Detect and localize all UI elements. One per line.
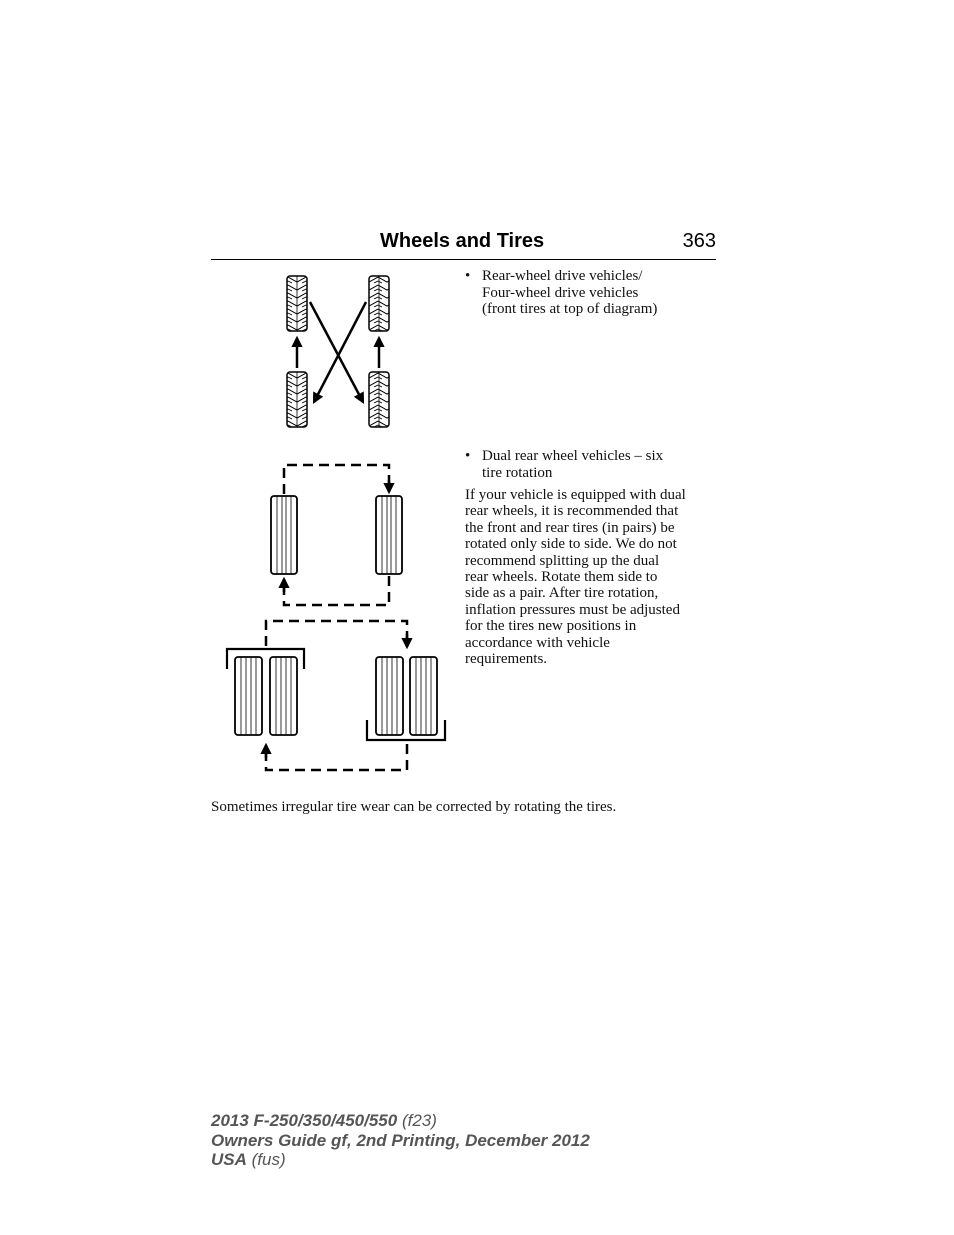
page-footer bbox=[211, 1111, 590, 1170]
front-right-tire bbox=[376, 496, 402, 574]
footer-line-3 bbox=[211, 1150, 590, 1170]
bullet-mark: • bbox=[465, 268, 471, 284]
footer-line-2 bbox=[211, 1131, 590, 1151]
tire-front-right bbox=[369, 276, 389, 331]
bullet-dual-rear-wheel bbox=[465, 448, 717, 481]
page-number: 363 bbox=[682, 230, 716, 252]
footer-market-code: (fus) bbox=[246, 1150, 286, 1169]
arrow-front-left-to-rear-right bbox=[310, 302, 363, 402]
bullet-mark: • bbox=[465, 448, 471, 464]
four-tire-rotation-diagram bbox=[270, 268, 410, 433]
rear-rotation-path-top bbox=[266, 621, 407, 646]
dual-rear-wheel-paragraph: If your vehicle is equipped with dual rear wheels, it is recommended that the front and rear tires (in pairs) be rotated only side to side. We do not recommend splitting up the dual rear wheels. Rotate them side to side as a pair. After tire rotation, inflation pressures must be adjusted for the tires new positions in accordance with vehicle requirements. bbox=[465, 487, 686, 668]
rear-rotation-path-bottom bbox=[266, 744, 407, 770]
arrow-front-right-to-rear-left bbox=[314, 302, 366, 402]
bullet-text: Rear-wheel drive vehicles/ Four-wheel drive vehicles (front tires at top of diagram) bbox=[482, 268, 658, 317]
page-header bbox=[211, 229, 716, 260]
six-tire-rotation-diagram bbox=[220, 458, 452, 776]
rear-left-dual-tires bbox=[227, 649, 304, 735]
footer-guide: Owners Guide gf, 2nd Printing, December 2012 bbox=[211, 1130, 590, 1150]
footer-line-1 bbox=[211, 1111, 590, 1131]
bullet-rear-wheel-drive bbox=[465, 268, 717, 318]
front-left-tire bbox=[271, 496, 297, 574]
footer-market: USA bbox=[211, 1150, 247, 1169]
section-title: Wheels and Tires bbox=[380, 230, 545, 252]
footer-model: 2013 F-250/350/450/550 bbox=[211, 1111, 398, 1130]
tire-front-left bbox=[287, 276, 307, 331]
front-rotation-path-bottom bbox=[284, 576, 389, 605]
tire-rear-right bbox=[369, 372, 389, 427]
front-rotation-path-top bbox=[284, 465, 389, 494]
tire-rear-left bbox=[287, 372, 307, 427]
bullet-text: Dual rear wheel vehicles – six tire rotation bbox=[482, 448, 664, 481]
rear-right-dual-tires bbox=[367, 657, 445, 740]
rotation-note: Sometimes irregular tire wear can be corrected by rotating the tires. bbox=[211, 799, 617, 815]
footer-model-code: (f23) bbox=[397, 1111, 437, 1130]
